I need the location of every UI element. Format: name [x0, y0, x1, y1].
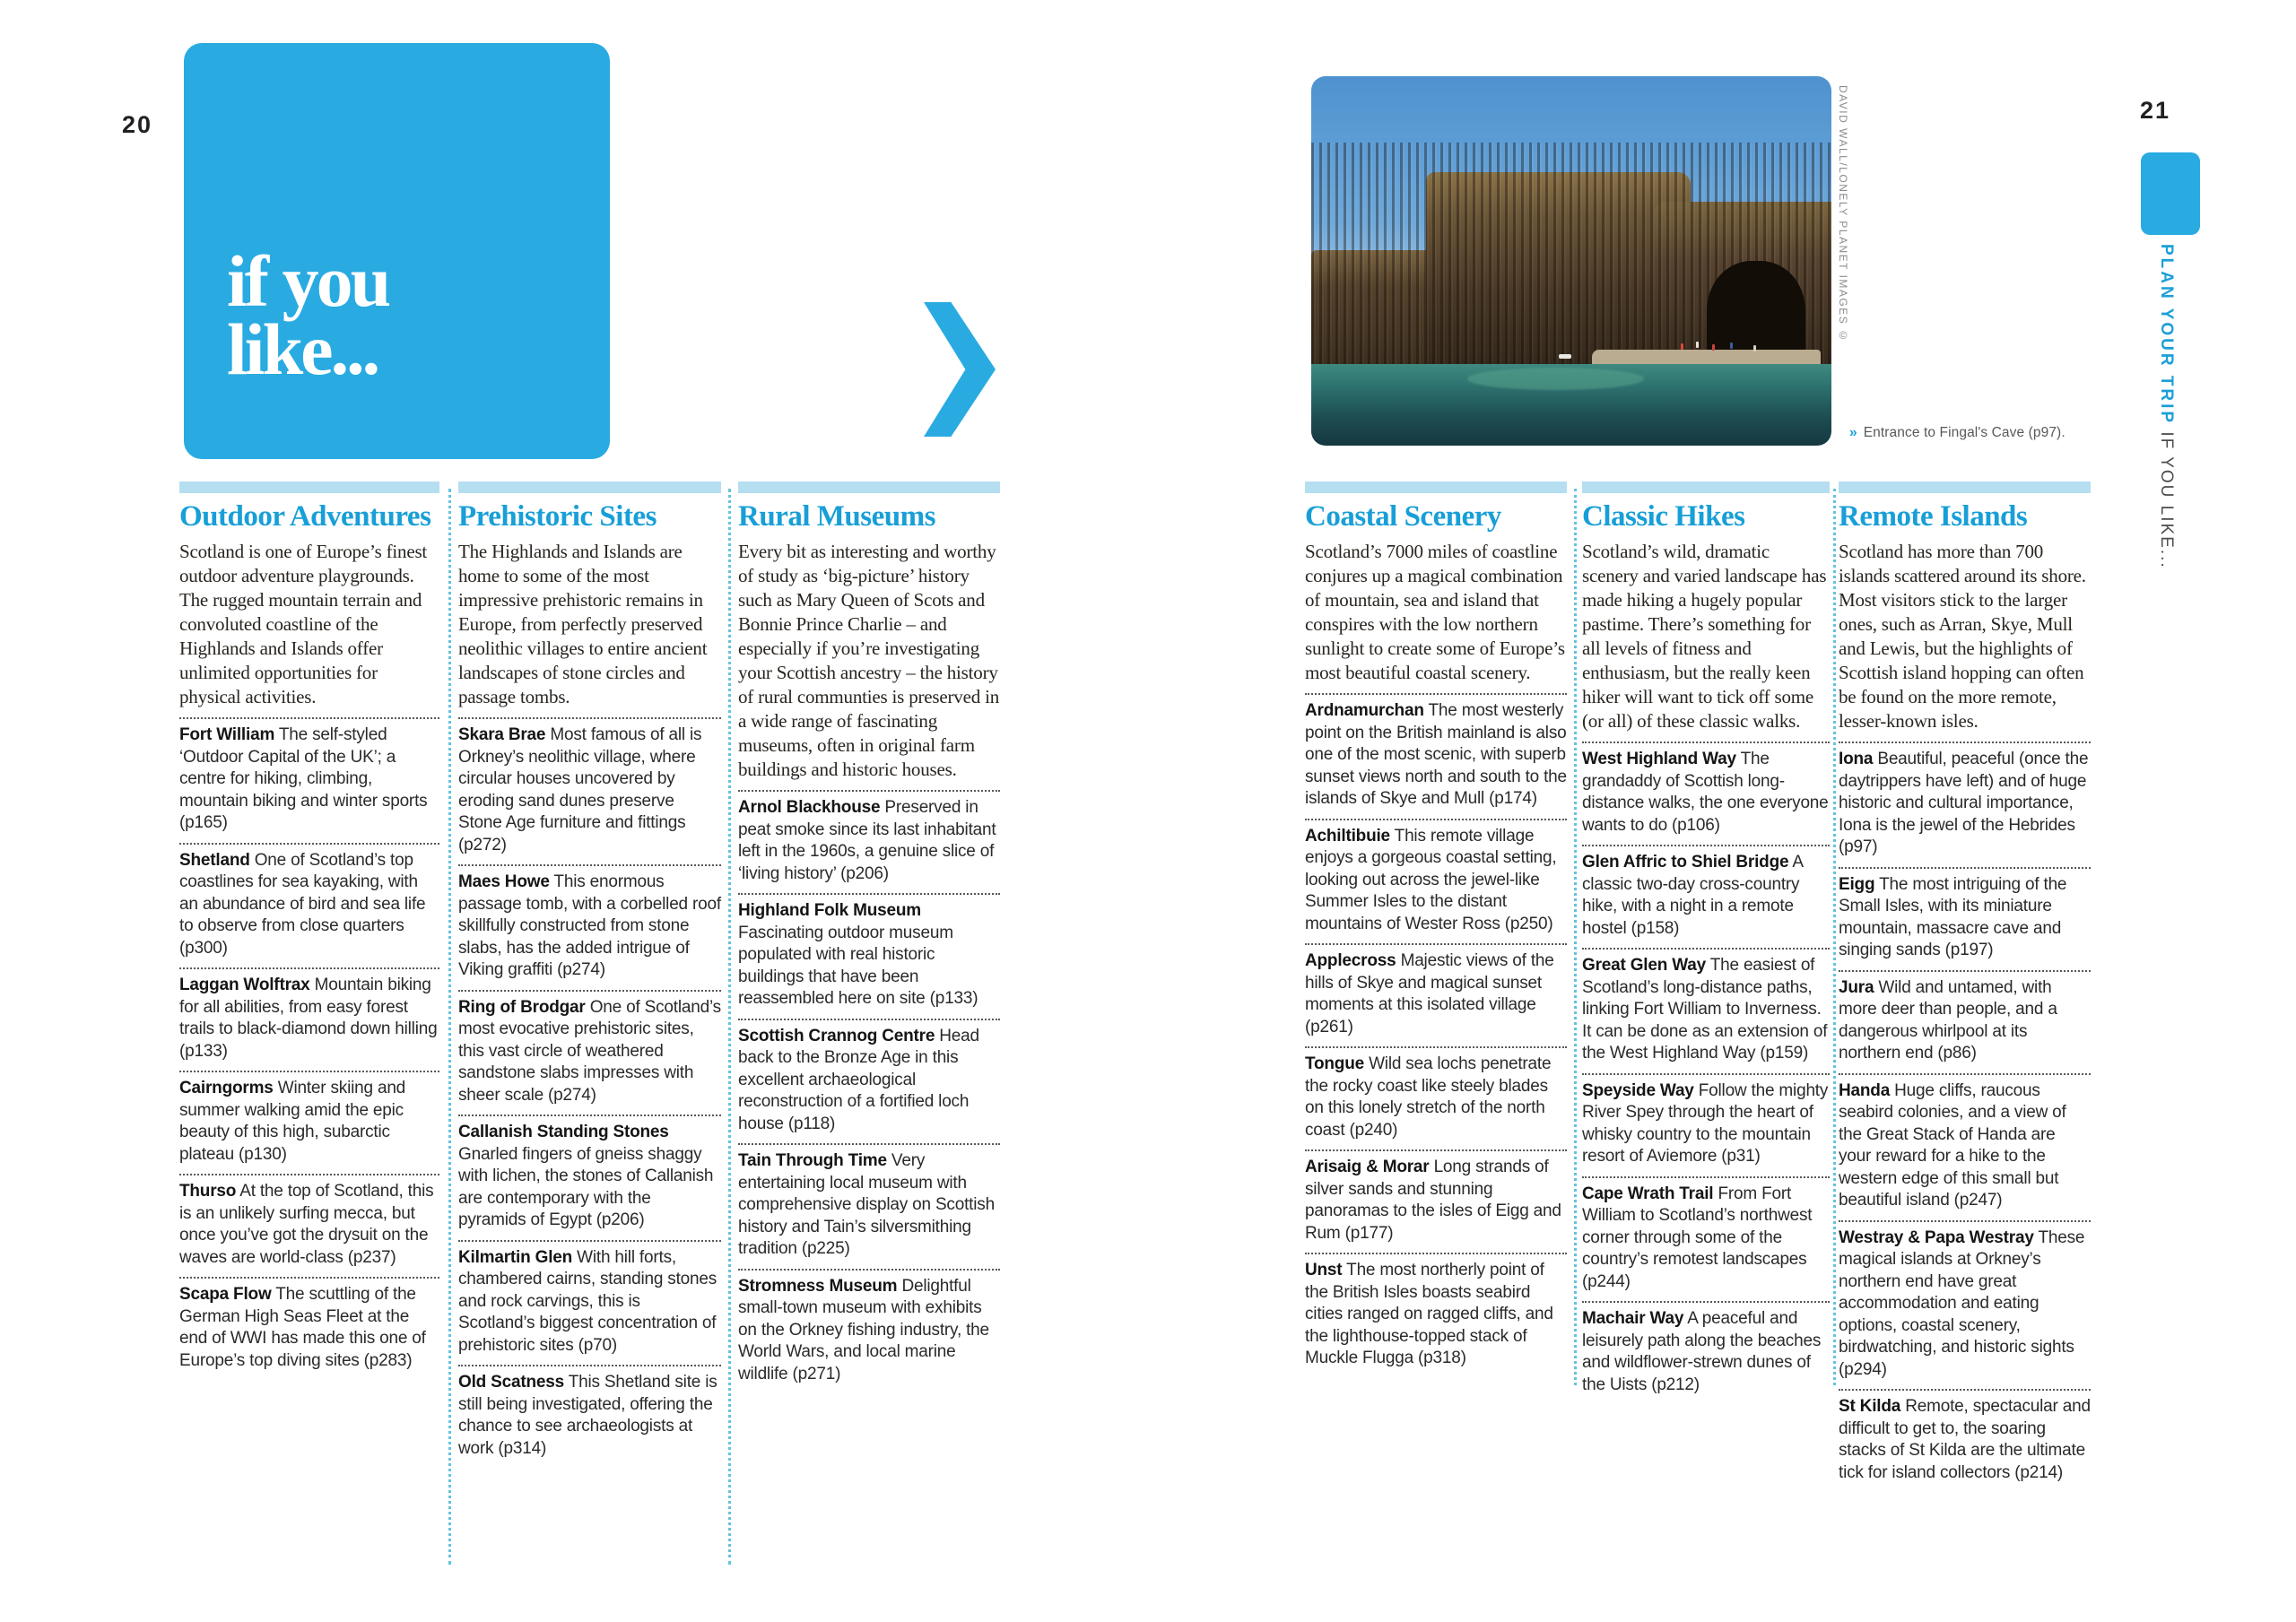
- column-remote-islands: [1839, 481, 2091, 1492]
- entry-name: Arisaig & Morar: [1305, 1158, 1430, 1176]
- photo-person: [1730, 343, 1733, 349]
- entry-text: Most famous of all is Orkney’s neolithic village, where circular houses uncovered by eroding sand dunes preserve Stone Age furniture and fittings (p272): [458, 725, 702, 854]
- guide-entry: [738, 1271, 1000, 1394]
- column-heading: Remote Islands: [1839, 500, 2028, 533]
- column-separator: [728, 489, 731, 1565]
- guide-entry: [458, 1366, 721, 1468]
- column-entries: [1305, 695, 1567, 1378]
- guide-entry: [179, 1175, 439, 1279]
- entry-name: Highland Folk Museum: [738, 901, 921, 920]
- page-title: if you like...: [227, 240, 389, 390]
- column-accent-bar: [179, 481, 439, 493]
- entry-text: Preserved in peat smoke since its last inhabitant left in the 1960s, a genuine slice of ‘living history’ (p206): [738, 798, 996, 883]
- chevron-right-icon: [924, 302, 996, 437]
- guide-entry: [179, 845, 439, 970]
- entry-name: Callanish Standing Stones: [458, 1123, 669, 1141]
- entry-name: Arnol Blackhouse: [738, 798, 881, 817]
- photo-person: [1681, 343, 1683, 350]
- entry-name: Thurso: [179, 1182, 237, 1201]
- entry-text: Wild sea lochs penetrate the rocky coast like steely blades on this lonely stretch of the north coast (p240): [1305, 1054, 1552, 1140]
- entry-name: Ring of Brodgar: [458, 997, 586, 1017]
- caption-marker-icon: »: [1849, 425, 1857, 440]
- entry-text: This enormous passage tomb, with a corbelled roof skillfully constructed from stone slabs, has the added intrigue of Viking graffiti (p274): [458, 872, 721, 979]
- entry-text: Gnarled fingers of gneiss shaggy with lichen, the stones of Callanish are contemporary with the pyramids of Egypt (p206): [458, 1144, 714, 1229]
- guide-entry: [738, 1145, 1000, 1271]
- guide-entry: [1839, 1075, 2091, 1222]
- entry-text: Remote, spectacular and difficult to get to, the soaring stacks of St Kilda are the ultimate tick for island collectors (p214): [1839, 1397, 2091, 1482]
- entry-name: Achiltibuie: [1305, 826, 1390, 846]
- entry-text: These magical islands at Orkney’s northern end have great accommodation and eating options, coastal scenery, birdwatching, and historic sights (p294): [1839, 1227, 2085, 1379]
- entry-name: Tongue: [1305, 1054, 1364, 1073]
- entry-text: Head back to the Bronze Age in this excellent archaeological reconstruction of a fortified loch house (p118): [738, 1026, 979, 1133]
- guide-entry: [1839, 972, 2091, 1075]
- guide-entry: [458, 866, 721, 992]
- entry-name: Westray & Papa Westray: [1839, 1227, 2034, 1247]
- guide-entry: [738, 1020, 1000, 1146]
- column-separator: [448, 489, 451, 1565]
- guide-entry: [1582, 1075, 1830, 1178]
- guide-entry: [179, 969, 439, 1072]
- column-intro: Scotland is one of Europe’s finest outdoor adventure playgrounds. The rugged mountain terrain and convoluted coastline of the Highlands and Islands offer unlimited opportunities for physical activities.: [179, 540, 439, 719]
- column-intro: Scotland’s wild, dramatic scenery and varied landscape has made hiking a hugely popular pastime. There’s something for all levels of fitness and enthusiasm, but the really keen hiker will want to tick off some (or all) of these classic walks.: [1582, 540, 1830, 743]
- column-intro: The Highlands and Islands are home to some of the most impressive prehistoric remains in Europe, from perfectly preserved neolithic villages to entire ancient landscapes of stone circles and passage tombs.: [458, 540, 721, 719]
- guide-entry: [738, 895, 1000, 1020]
- column-coastal-scenery: [1305, 481, 1567, 1378]
- entry-name: Cairngorms: [179, 1079, 274, 1097]
- column-heading: Classic Hikes: [1582, 500, 1745, 533]
- entry-name: Skara Brae: [458, 725, 546, 744]
- entry-text: With hill forts, chambered cairns, standing stones and rock carvings, this is Scotland’s biggest concentration of prehistoric sites (p70): [458, 1247, 718, 1355]
- guide-entry: [1839, 869, 2091, 972]
- entry-text: The easiest of Scotland’s long-distance paths, linking Fort William to Inverness. It can be done as an extension of the West Highland Way (p159): [1582, 956, 1828, 1063]
- entry-name: Machair Way: [1582, 1309, 1684, 1328]
- entry-text: One of Scotland’s top coastlines for sea kayaking, with an abundance of bird and sea life to observe from close quarters (p300): [179, 850, 426, 958]
- entry-text: The scuttling of the German High Seas Fleet at the end of WWI has made this one of Europe’s top diving sites (p283): [179, 1285, 426, 1370]
- guide-entry: [458, 1242, 721, 1367]
- entry-text: The most westerly point on the British mainland is also one of the most scenic, with superb sunset views north and south to the islands of Skye and Mull (p174): [1305, 701, 1567, 808]
- if-you-like-title-block: [184, 43, 610, 459]
- guide-entry: [738, 792, 1000, 895]
- guide-entry: [1839, 1391, 2091, 1492]
- entry-text: Huge cliffs, raucous seabird colonies, and a view of the Great Stack of Handa are your reward for a hike to the western edge of this small but beautiful island (p247): [1839, 1080, 2066, 1210]
- section-sidebar-label: [2156, 244, 2176, 569]
- column-heading: Outdoor Adventures: [179, 500, 431, 533]
- entry-name: Shetland: [179, 850, 250, 870]
- column-entries: [1839, 743, 2091, 1492]
- guide-entry: [1305, 1048, 1567, 1151]
- column-heading: Coastal Scenery: [1305, 500, 1501, 533]
- column-entries: [1582, 743, 1830, 1404]
- guide-entry: [1582, 950, 1830, 1075]
- entry-name: Stromness Museum: [738, 1276, 898, 1296]
- column-accent-bar: [1839, 481, 2091, 493]
- guide-entry: [458, 1116, 721, 1242]
- page-number-left: 20: [122, 111, 153, 138]
- entry-name: Unst: [1305, 1261, 1343, 1279]
- column-separator: [1833, 489, 1836, 1385]
- entry-text: From Fort William to Scotland’s northwest corner through some of the country’s remotest landscapes (p244): [1582, 1184, 1813, 1291]
- entry-text: This remote village enjoys a gorgeous coastal setting, looking out across the jewel-like Summer Isles to the distant mountains of Wester Ross (p250): [1305, 826, 1557, 933]
- entry-name: Scottish Crannog Centre: [738, 1026, 935, 1045]
- entry-name: Laggan Wolftrax: [179, 976, 310, 994]
- guide-entry: [179, 719, 439, 845]
- guide-entry: [1305, 945, 1567, 1048]
- column-entries: [179, 719, 439, 1380]
- guide-entry: [179, 1072, 439, 1175]
- entry-text: Fascinating outdoor museum populated with real historic buildings that have been reassembled here on site (p133): [738, 923, 978, 1008]
- guide-entry: [1305, 820, 1567, 946]
- guide-entry: [179, 1279, 439, 1380]
- plan-your-trip-label: PLAN YOUR TRIP: [2157, 244, 2176, 426]
- page-number-right: 21: [2140, 97, 2171, 124]
- column-accent-bar: [738, 481, 1000, 493]
- entry-name: St Kilda: [1839, 1397, 1901, 1416]
- entry-name: Applecross: [1305, 951, 1396, 970]
- column-rural-museums: [738, 481, 1000, 1393]
- section-tab: [2141, 152, 2200, 235]
- column-prehistoric-sites: [458, 481, 721, 1468]
- entry-text: Delightful small-town museum with exhibits on the Orkney fishing industry, the World Wars, and local marine wildlife (p271): [738, 1276, 989, 1383]
- guide-entry: [458, 719, 721, 866]
- column-intro: Scotland’s 7000 miles of coastline conjures up a magical combination of mountain, sea and island that conspires with the low northern sunlight to create some of Europe’s most beautiful coastal scenery.: [1305, 540, 1567, 695]
- entry-name: Cape Wrath Trail: [1582, 1184, 1714, 1203]
- entry-name: West Highland Way: [1582, 750, 1736, 768]
- entry-text: Majestic views of the hills of Skye and magical sunset moments at this isolated village (p261): [1305, 951, 1554, 1037]
- column-accent-bar: [1305, 481, 1567, 493]
- guide-entry: [1582, 1178, 1830, 1304]
- column-accent-bar: [458, 481, 721, 493]
- entry-text: The self-styled ‘Outdoor Capital of the UK’; a centre for hiking, climbing, mountain biking and winter sports (p165): [179, 725, 428, 832]
- column-intro: Scotland has more than 700 islands scattered around its shore. Most visitors stick to the larger ones, such as Arran, Skye, Mull and Lewis, but the highlights of Scottish island hopping can often be found on the more remote, lesser-known isles.: [1839, 540, 2091, 743]
- guide-entry: [1305, 695, 1567, 820]
- column-separator: [1574, 489, 1577, 1385]
- entry-name: Iona: [1839, 750, 1874, 768]
- entry-text: One of Scotland’s most evocative prehistoric sites, this vast circle of weathered sandstone slabs impresses with sheer scale (p274): [458, 997, 721, 1105]
- entry-text: Beautiful, peaceful (once the daytrippers have left) and of huge historic and cultural importance, Iona is the jewel of the Hebrides (p97): [1839, 750, 2089, 856]
- entry-name: Handa: [1839, 1080, 1891, 1100]
- guide-entry: [1582, 846, 1830, 950]
- photo-person: [1696, 342, 1699, 348]
- entry-name: Maes Howe: [458, 872, 550, 891]
- guide-entry: [458, 992, 721, 1117]
- entry-text: A peaceful and leisurely path along the beaches and wildflower-strewn dunes of the Uists (p212): [1582, 1309, 1822, 1394]
- column-outdoor-adventures: [179, 481, 439, 1380]
- guide-entry: [1305, 1151, 1567, 1254]
- photo-boat: [1559, 354, 1571, 359]
- entry-text: The most intriguing of the Small Isles, with its miniature mountain, massacre cave and singing sands (p197): [1839, 874, 2067, 959]
- column-accent-bar: [1582, 481, 1830, 493]
- guide-entry: [1305, 1254, 1567, 1378]
- photo-credit: DAVID WALL/LONELY PLANET IMAGES ©: [1837, 85, 1849, 343]
- entry-text: The most northerly point of the British Isles boasts seabird cities ranged on ragged cliffs, and the lighthouse-topped stack of Muckle Flugga (p318): [1305, 1261, 1553, 1367]
- entry-name: Glen Affric to Shiel Bridge: [1582, 853, 1789, 872]
- entry-text: Mountain biking for all abilities, from easy forest trails to black-diamond down hilling (p133): [179, 976, 438, 1061]
- guide-entry: [1839, 1222, 2091, 1392]
- photo-person: [1753, 345, 1756, 351]
- entry-text: This Shetland site is still being investigated, offering the chance to see archaeologists at work (p314): [458, 1373, 718, 1458]
- entry-text: Winter skiing and summer walking amid the epic beauty of this high, subarctic plateau (p130): [179, 1079, 406, 1164]
- column-entries: [458, 719, 721, 1468]
- column-classic-hikes: [1582, 481, 1830, 1404]
- entry-name: Eigg: [1839, 874, 1875, 894]
- entry-name: Ardnamurchan: [1305, 701, 1424, 720]
- entry-name: Kilmartin Glen: [458, 1247, 573, 1267]
- photo-caption: » Entrance to Fingal's Cave (p97).: [1849, 425, 2066, 440]
- guide-entry: [1582, 743, 1830, 846]
- entry-text: Long strands of silver sands and stunning panoramas to the isles of Eigg and Rum (p177): [1305, 1158, 1561, 1243]
- photo-person: [1712, 344, 1715, 351]
- entry-text: Very entertaining local museum with comprehensive display on Scottish history and Tain’s silversmithing tradition (p225): [738, 1151, 995, 1258]
- entry-text: Wild and untamed, with more deer than people, and a dangerous whirlpool at its northern end (p86): [1839, 977, 2057, 1063]
- entry-text: At the top of Scotland, this is an unlikely surfing mecca, but once you’ve got the drysuit on the waves are world-class (p237): [179, 1182, 434, 1267]
- entry-name: Scapa Flow: [179, 1285, 272, 1304]
- entry-name: Great Glen Way: [1582, 956, 1706, 975]
- entry-text: A classic two-day cross-country hike, with a night in a remote hostel (p158): [1582, 853, 1803, 938]
- entry-text: Follow the mighty River Spey through the heart of whisky country to the mountain resort of Aviemore (p31): [1582, 1080, 1829, 1166]
- entry-name: Old Scatness: [458, 1373, 564, 1392]
- entry-name: Speyside Way: [1582, 1080, 1694, 1100]
- entry-name: Fort William: [179, 725, 275, 744]
- guide-entry: [1582, 1303, 1830, 1404]
- column-heading: Prehistoric Sites: [458, 500, 657, 533]
- fingals-cave-photo: [1311, 76, 1831, 446]
- entry-text: The grandaddy of Scottish long-distance walks, the one everyone wants to do (p106): [1582, 750, 1829, 835]
- column-entries: [738, 792, 1000, 1393]
- entry-name: Jura: [1839, 977, 1874, 997]
- if-you-like-label: IF YOU LIKE...: [2157, 431, 2176, 569]
- entry-name: Tain Through Time: [738, 1151, 887, 1170]
- column-heading: Rural Museums: [738, 500, 935, 533]
- guide-entry: [1839, 743, 2091, 869]
- column-intro: Every bit as interesting and worthy of study as ‘big-picture’ history such as Mary Queen of Scots and Bonnie Prince Charlie – and especially if you’re investigating your Scottish ancestry – the history of rural communties is preserved in a wide range of fascinating museums, often in original farm buildings and historic houses.: [738, 540, 1000, 792]
